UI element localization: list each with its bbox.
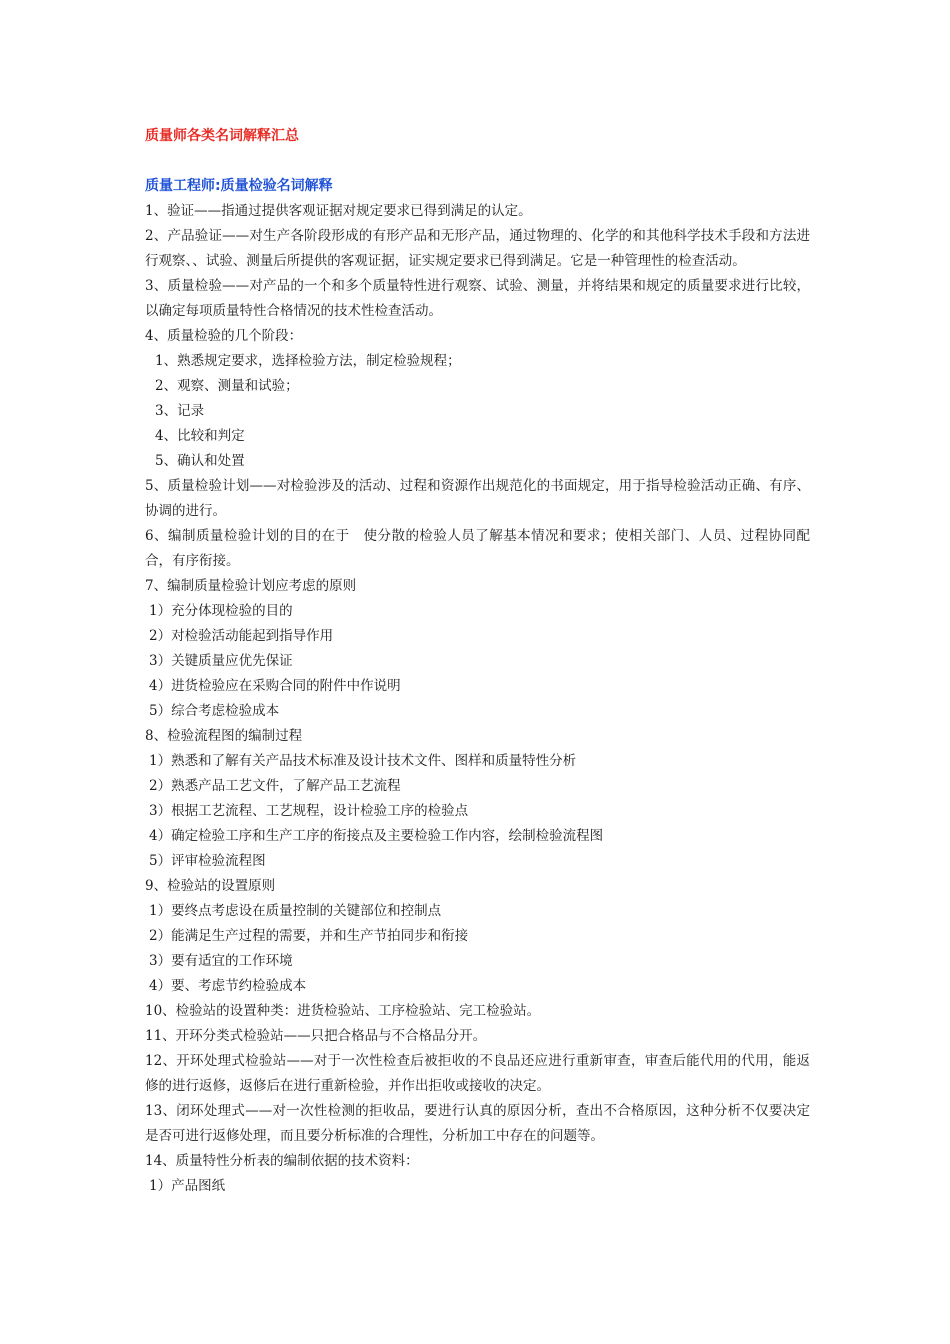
section-title: 质量工程师:质量检验名词解释 <box>145 178 333 194</box>
sub-item: 5）评审检验流程图 <box>149 853 266 869</box>
paragraph: 7、编制质量检验计划应考虑的原则 <box>145 578 357 594</box>
document-page <box>145 124 810 1199</box>
sub-item: 4）进货检验应在采购合同的附件中作说明 <box>149 678 401 694</box>
sub-item: 2）能满足生产过程的需要，并和生产节拍同步和衔接 <box>149 928 469 944</box>
title-spacer <box>145 149 810 174</box>
sub-item: 4）要、考虑节约检验成本 <box>149 978 307 994</box>
sub-item: 4、比较和判定 <box>155 428 245 444</box>
paragraph: 11、开环分类式检验站——只把合格品与不合格品分开。 <box>145 1028 487 1044</box>
paragraph: 5、质量检验计划——对检验涉及的活动、过程和资源作出规范化的书面规定，用于指导检验活动正确、有序、协调的进行。 <box>145 478 810 519</box>
sub-item: 3）关键质量应优先保证 <box>149 653 293 669</box>
sub-item: 1）熟悉和了解有关产品技术标准及设计技术文件、图样和质量特性分析 <box>149 753 577 769</box>
sub-item: 1）要终点考虑设在质量控制的关键部位和控制点 <box>149 903 442 919</box>
document-title: 质量师各类名词解释汇总 <box>145 128 299 144</box>
sub-item: 4）确定检验工序和生产工序的衔接点及主要检验工作内容，绘制检验流程图 <box>149 828 604 844</box>
sub-item: 1）充分体现检验的目的 <box>149 603 293 619</box>
paragraph: 10、检验站的设置种类：进货检验站、工序检验站、完工检验站。 <box>145 1003 541 1019</box>
paragraph: 9、检验站的设置原则 <box>145 878 276 894</box>
paragraph: 8、检验流程图的编制过程 <box>145 728 303 744</box>
sub-item: 1）产品图纸 <box>149 1178 226 1194</box>
paragraph: 3、质量检验——对产品的一个和多个质量特性进行观察、试验、测量，并将结果和规定的质量要求进行比较，以确定每项质量特性合格情况的技术性检查活动。 <box>145 278 810 319</box>
paragraph: 12、开环处理式检验站——对于一次性检查后被拒收的不良品还应进行重新审查，审查后能代用的代用，能返修的进行返修，返修后在进行重新检验，并作出拒收或接收的决定。 <box>145 1053 810 1094</box>
sub-item: 1、熟悉规定要求，选择检验方法，制定检验规程； <box>155 353 461 369</box>
paragraph: 6、编制质量检验计划的目的在于 使分散的检验人员了解基本情况和要求；使相关部门、人员、过程协同配合，有序衔接。 <box>145 528 810 569</box>
sub-item: 2）熟悉产品工艺文件，了解产品工艺流程 <box>149 778 401 794</box>
paragraph: 4、质量检验的几个阶段： <box>145 328 303 344</box>
sub-item: 3）要有适宜的工作环境 <box>149 953 293 969</box>
sub-item: 3）根据工艺流程、工艺规程，设计检验工序的检验点 <box>149 803 469 819</box>
sub-item: 3、记录 <box>155 403 205 419</box>
paragraph: 13、闭环处理式——对一次性检测的拒收品，要进行认真的原因分析，查出不合格原因，这种分析不仅要决定是否可进行返修处理，而且要分析标准的合理性，分析加工中存在的问题等。 <box>145 1103 810 1144</box>
document-body <box>145 199 810 1199</box>
paragraph: 1、验证——指通过提供客观证据对规定要求已得到满足的认定。 <box>145 203 532 219</box>
sub-item: 2、观察、测量和试验； <box>155 378 299 394</box>
sub-item: 5）综合考虑检验成本 <box>149 703 280 719</box>
paragraph: 14、质量特性分析表的编制依据的技术资料： <box>145 1153 419 1169</box>
sub-item: 2）对检验活动能起到指导作用 <box>149 628 334 644</box>
sub-item: 5、确认和处置 <box>155 453 245 469</box>
paragraph: 2、产品验证——对生产各阶段形成的有形产品和无形产品，通过物理的、化学的和其他科学技术手段和方法进行观察、、试验、测量后所提供的客观证据，证实规定要求已得到满足。它是一种管理性的检查活动。 <box>145 228 810 269</box>
